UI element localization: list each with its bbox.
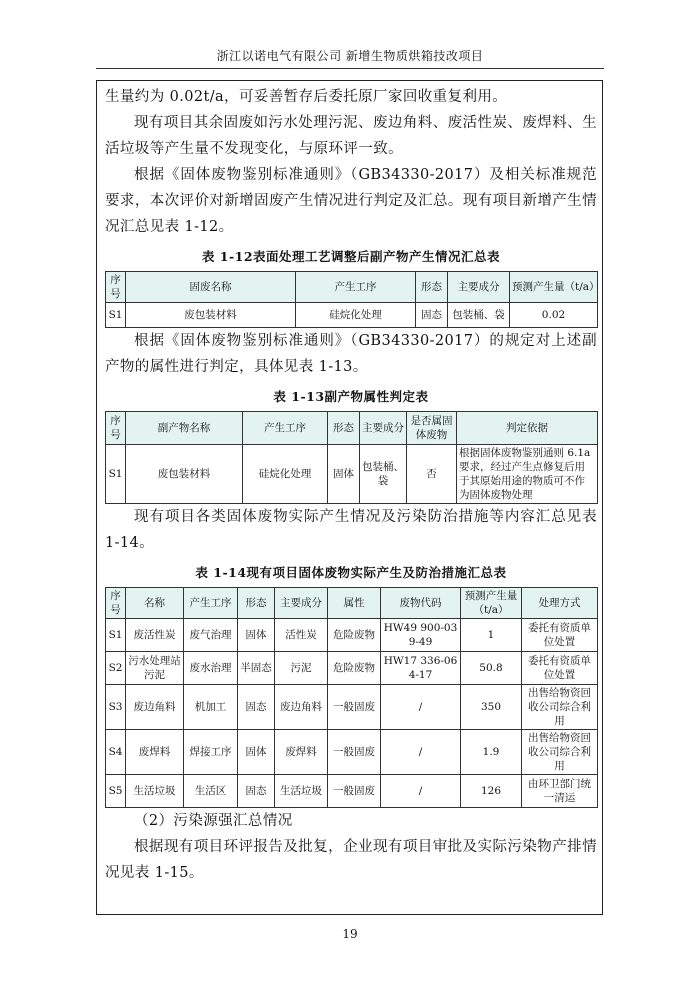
table-cell: S1 — [106, 303, 126, 328]
paragraph-actual-waste: 现有项目各类固体废物实际产生情况及污染防治措施等内容汇总见表 1-14。 — [105, 509, 597, 551]
table-cell: / — [381, 730, 461, 775]
document-body — [105, 84, 600, 886]
table-header-row — [106, 588, 598, 619]
table-cell: 废包装材料 — [126, 445, 243, 504]
table-cell: 由环卫部门统一清运 — [522, 775, 598, 808]
table-cell: 焊接工序 — [184, 730, 238, 775]
header-cell: 判定依据 — [457, 412, 598, 445]
table-cell: 生活垃圾 — [126, 775, 184, 808]
table-cell: 固态 — [238, 685, 275, 730]
table-cell: 污水处理站污泥 — [126, 652, 184, 685]
table-cell: 废气治理 — [184, 619, 238, 652]
header-cell: 固废名称 — [126, 272, 296, 303]
table-cell: 350 — [461, 685, 522, 730]
table-cell: S1 — [106, 619, 126, 652]
table-cell: 危险废物 — [328, 652, 381, 685]
header-cell: 产生工序 — [243, 412, 328, 445]
header-cell: 是否属固体废物 — [407, 412, 457, 445]
table-row — [106, 730, 598, 775]
table-cell: 废边角料 — [126, 685, 184, 730]
page-number: 19 — [342, 927, 358, 941]
table-row — [106, 685, 598, 730]
table-cell: 委托有资质单位处置 — [522, 619, 598, 652]
page-header: 浙江以诺电气有限公司 新增生物质烘箱技改项目 — [96, 44, 604, 69]
header-cell: 属性 — [328, 588, 381, 619]
header-cell: 主要成分 — [275, 588, 328, 619]
table-cell: S4 — [106, 730, 126, 775]
table-cell: 废焊料 — [126, 730, 184, 775]
table-cell: 废水治理 — [184, 652, 238, 685]
table-cell: 一般固废 — [328, 685, 381, 730]
header-cell: 废物代码 — [381, 588, 461, 619]
table-cell: 委托有资质单位处置 — [522, 652, 598, 685]
table-1-13 — [105, 411, 598, 504]
table-cell: 126 — [461, 775, 522, 808]
table-cell: 固体 — [238, 619, 275, 652]
table-cell: 0.02 — [510, 303, 598, 328]
table-cell: 危险废物 — [328, 619, 381, 652]
table-cell: 废包装材料 — [126, 303, 296, 328]
table-cell: 固态 — [416, 303, 448, 328]
header-cell: 形态 — [416, 272, 448, 303]
table-cell: 1.9 — [461, 730, 522, 775]
paragraph-attribute-judgment: 根据《固体废物鉴别标准通则》（GB34330-2017）的规定对上述副产物的属性进行判定，具体见表 1-13。 — [105, 333, 597, 375]
table-cell: 包装桶、袋 — [360, 445, 407, 504]
table-1-14 — [105, 587, 598, 808]
header-cell: 产生工序 — [184, 588, 238, 619]
table-cell: 1 — [461, 619, 522, 652]
table-cell: 生活垃圾 — [275, 775, 328, 808]
header-cell: 主要成分 — [360, 412, 407, 445]
table-cell: / — [381, 775, 461, 808]
table-row — [106, 619, 598, 652]
table-row — [106, 652, 598, 685]
paragraph-other-waste: 现有项目其余固废如污水处理污泥、废边角料、废活性炭、废焊料、生活垃圾等产生量不发现变化，与原环评一致。 — [105, 115, 597, 157]
table-cell: 废边角料 — [275, 685, 328, 730]
table-cell: S3 — [106, 685, 126, 730]
table-cell: 50.8 — [461, 652, 522, 685]
table-cell: 根据固体废物鉴别通则 6.1a 要求，经过产生点修复后用于其原始用途的物质可不作为固体废物处理 — [457, 445, 598, 504]
header-cell: 形态 — [238, 588, 275, 619]
table-cell: S5 — [106, 775, 126, 808]
table-cell: 污泥 — [275, 652, 328, 685]
header-cell: 序号 — [106, 412, 126, 445]
table-cell: 否 — [407, 445, 457, 504]
paragraph-standard-ref: 根据《固体废物鉴别标准通则》（GB34330-2017）及相关标准规范要求，本次评价对新增固废产生情况进行判定及汇总。现有项目新增产生情况汇总见表 1-12。 — [105, 167, 597, 235]
table-row — [106, 775, 598, 808]
header-cell: 形态 — [328, 412, 360, 445]
table-cell: 固体 — [238, 730, 275, 775]
table-cell: 硅烷化处理 — [296, 303, 416, 328]
table-cell: 半固态 — [238, 652, 275, 685]
table-header-row — [106, 272, 598, 303]
table-cell: 硅烷化处理 — [243, 445, 328, 504]
header-cell: 序号 — [106, 588, 126, 619]
header-cell: 名称 — [126, 588, 184, 619]
header-cell: 序号 — [106, 272, 126, 303]
table-row — [106, 303, 598, 328]
paragraph-section-heading: （2）污染源强汇总情况 — [134, 813, 293, 829]
table-cell: 固体 — [328, 445, 360, 504]
table-cell: 活性炭 — [275, 619, 328, 652]
table-cell: 出售给物资回收公司综合利用 — [522, 730, 598, 775]
table-cell: S1 — [106, 445, 126, 504]
header-cell: 预测产生量（t/a） — [461, 588, 522, 619]
table-cell: S2 — [106, 652, 126, 685]
table-1-13-caption: 表 1-13副产物属性判定表 — [273, 389, 429, 404]
table-cell: 一般固废 — [328, 775, 381, 808]
table-cell: 废活性炭 — [126, 619, 184, 652]
table-cell: HW49 900-039-49 — [381, 619, 461, 652]
header-cell: 预测产生量（t/a） — [510, 272, 598, 303]
header-cell: 副产物名称 — [126, 412, 243, 445]
header-cell: 处理方式 — [522, 588, 598, 619]
table-row — [106, 445, 598, 504]
table-cell: 生活区 — [184, 775, 238, 808]
header-cell: 主要成分 — [448, 272, 510, 303]
table-cell: 包装桶、袋 — [448, 303, 510, 328]
table-1-12-caption: 表 1-12表面处理工艺调整后副产物产生情况汇总表 — [201, 249, 501, 264]
table-cell: 出售给物资回收公司综合利用 — [522, 685, 598, 730]
paragraph-pollution-summary: 根据现有项目环评报告及批复，企业现有项目审批及实际污染物产排情况见表 1-15。 — [105, 839, 597, 881]
table-cell: HW17 336-064-17 — [381, 652, 461, 685]
table-cell: 机加工 — [184, 685, 238, 730]
table-cell: / — [381, 685, 461, 730]
table-1-12 — [105, 271, 598, 328]
header-cell: 产生工序 — [296, 272, 416, 303]
table-cell: 一般固废 — [328, 730, 381, 775]
paragraph-intro: 生量约为 0.02t/a，可妥善暂存后委托原厂家回收重复利用。 — [105, 89, 508, 105]
table-1-14-caption: 表 1-14现有项目固体废物实际产生及防治措施汇总表 — [195, 565, 507, 580]
table-cell: 废焊料 — [275, 730, 328, 775]
table-header-row — [106, 412, 598, 445]
table-cell: 固态 — [238, 775, 275, 808]
